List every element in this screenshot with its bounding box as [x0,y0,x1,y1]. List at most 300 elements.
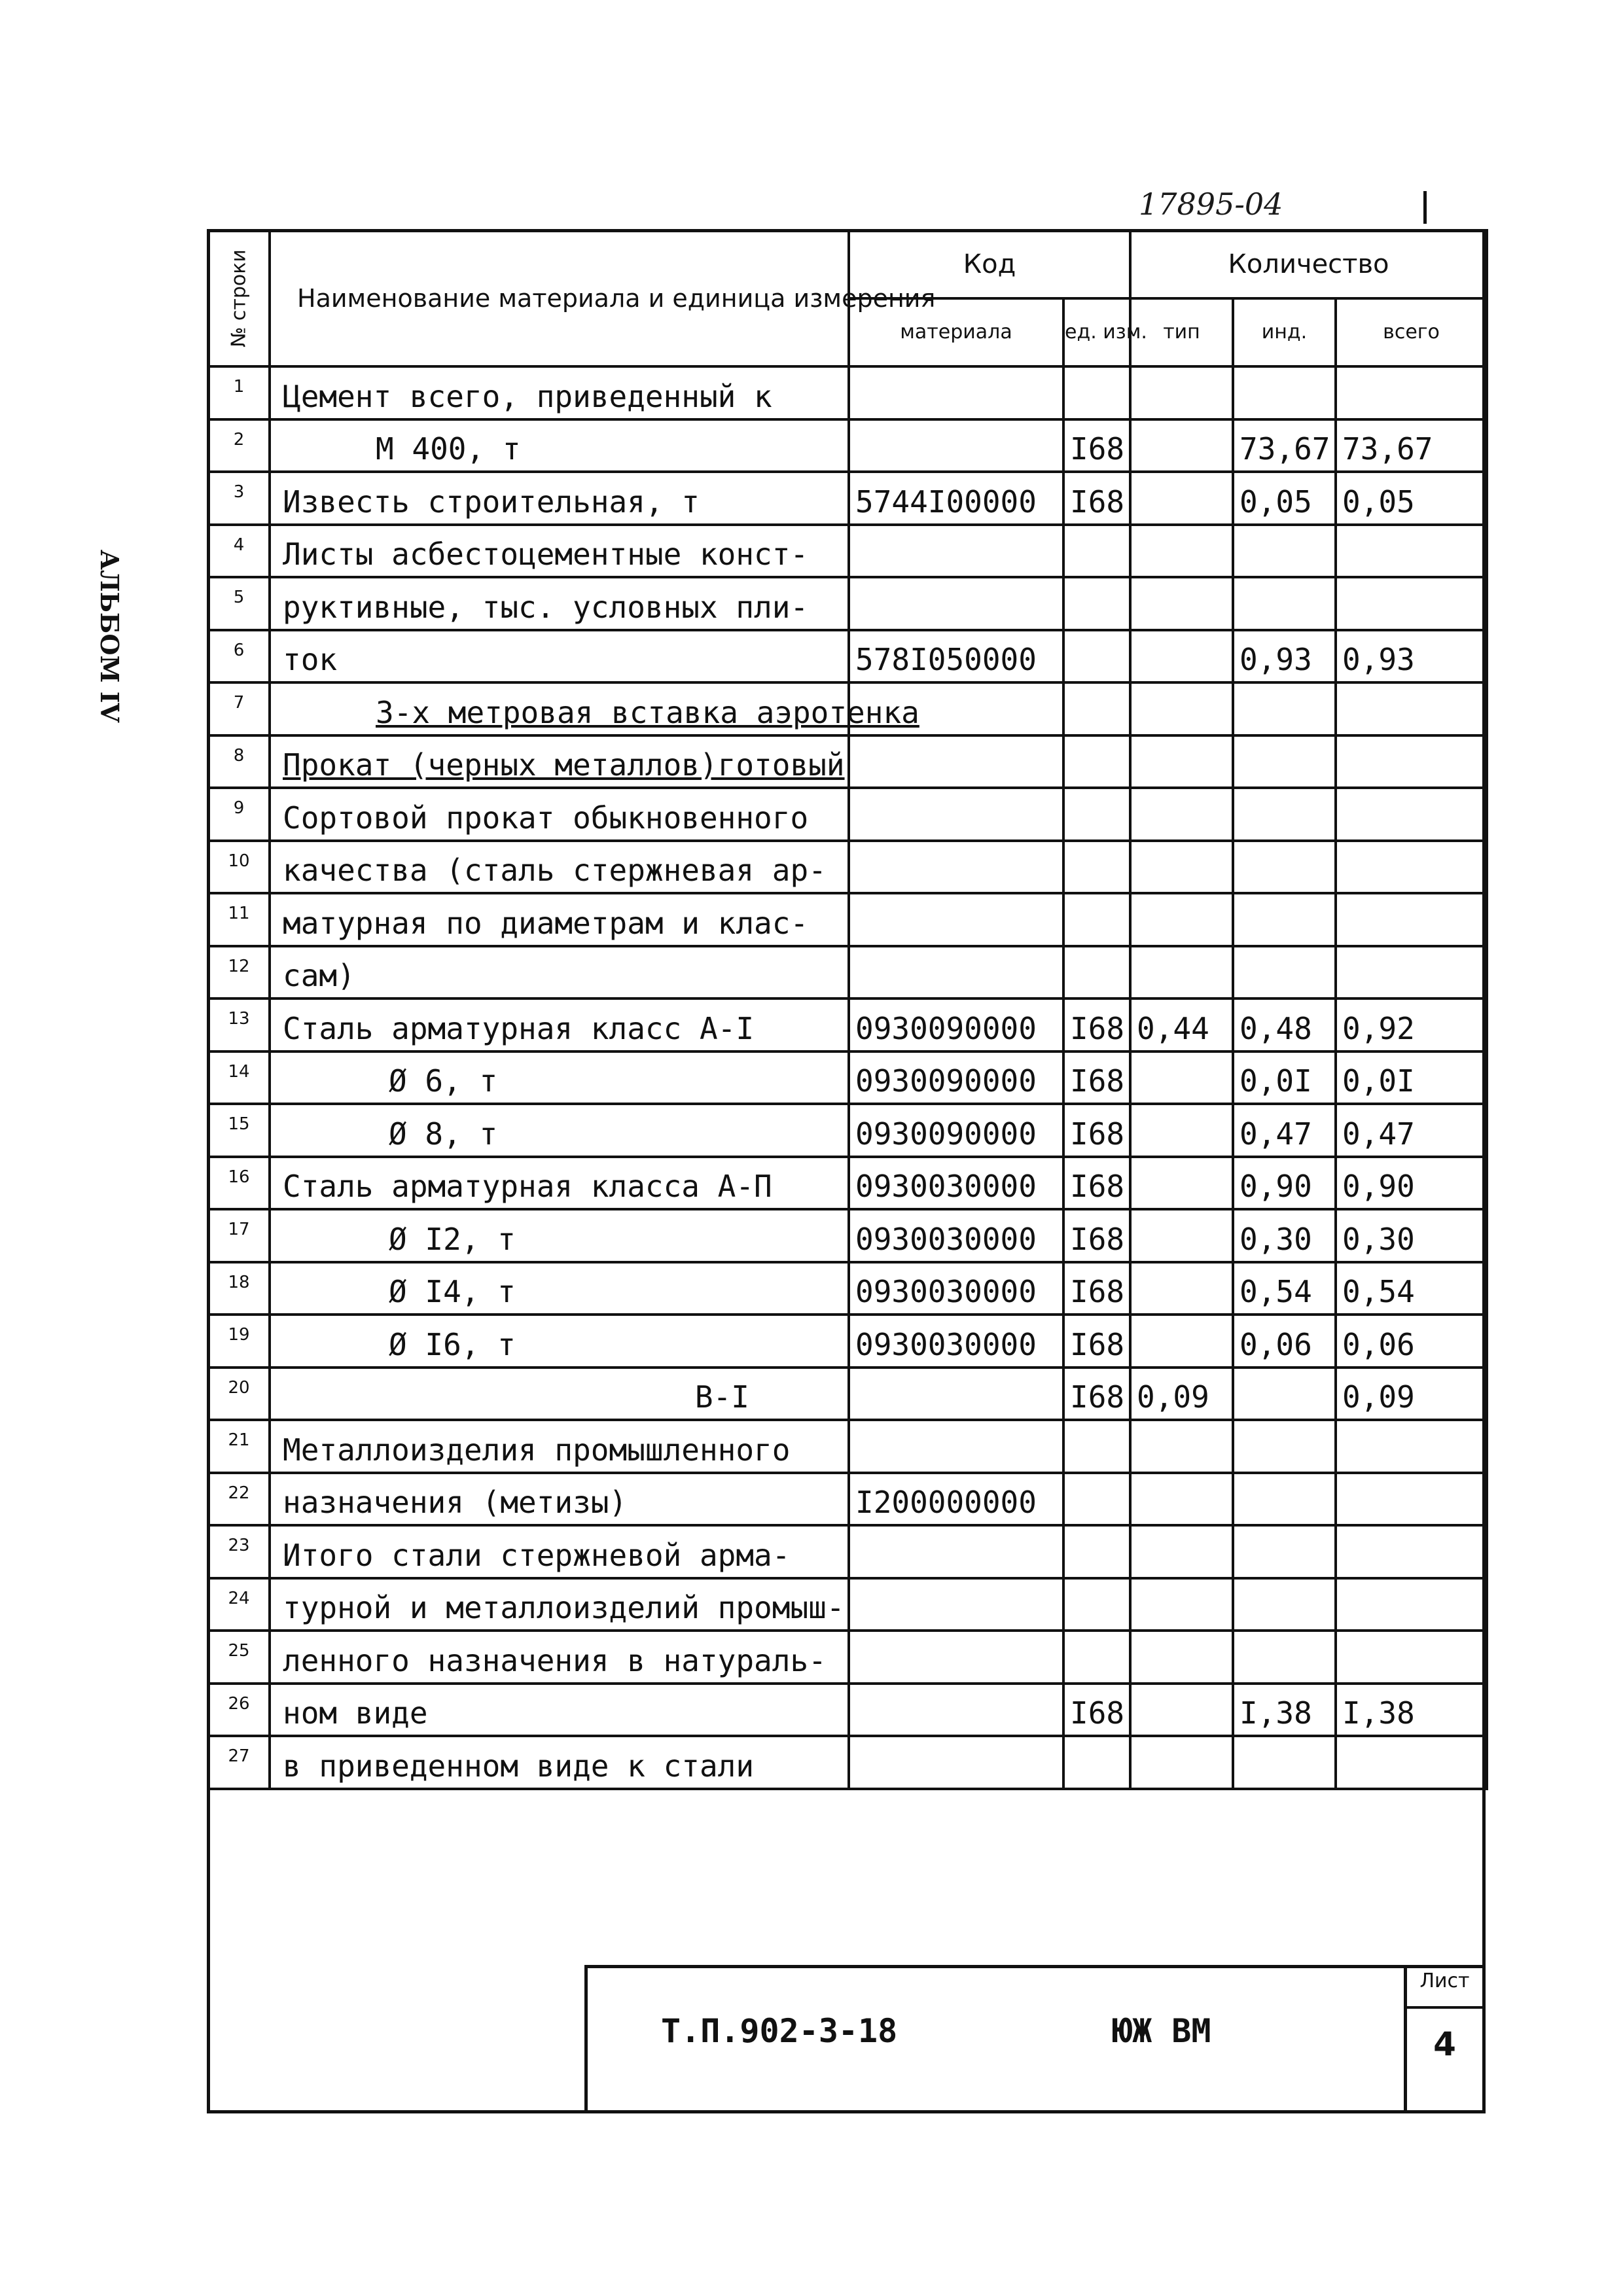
quantity-total-cell [1336,525,1487,578]
quantity-ind-header: инд. [1233,298,1336,366]
quantity-ind: 0,05 [1240,484,1312,520]
row-number: 1 [233,377,245,397]
material-name-cell [270,1157,849,1210]
material-name-cell [270,472,849,525]
table-row [208,630,1487,683]
material-name: назначения (метизы) [283,1485,628,1520]
row-number-cell [208,1104,270,1157]
document-number: 17895-04 [1139,186,1283,222]
quantity-ind-cell [1233,1736,1336,1789]
quantity-type-cell [1130,1420,1233,1473]
quantity-total: 0,09 [1342,1379,1415,1415]
table-row [208,841,1487,894]
quantity-ind: 73,67 [1240,431,1330,467]
material-code-cell [849,1104,1063,1157]
unit-code-cell [1063,577,1130,630]
material-name-cell [270,1684,849,1737]
material-name: М 400, т [376,431,521,467]
row-number-cell [208,472,270,525]
row-number-cell [208,893,270,946]
row-number-header [208,230,270,366]
material-name: руктивные, тыс. условных пли- [283,589,809,625]
quantity-total-cell [1336,841,1487,894]
row-number-cell [208,1631,270,1684]
unit-code-cell [1063,946,1130,999]
unit-code: I68 [1070,1379,1125,1415]
material-name: турной и металлоизделий промыш- [283,1590,845,1625]
quantity-ind: 0,93 [1240,642,1312,677]
row-number-cell [208,841,270,894]
unit-code-cell [1063,735,1130,788]
quantity-type-cell [1130,1736,1233,1789]
row-number: 24 [228,1588,250,1608]
quantity-type: 0,09 [1137,1379,1209,1415]
unit-code-cell [1063,1315,1130,1368]
material-name: Сортовой прокат обыкновенного [283,800,809,836]
quantity-ind-cell [1233,1262,1336,1315]
material-code-cell [849,1420,1063,1473]
material-code-cell [849,1315,1063,1368]
table-row [208,525,1487,578]
quantity-total-cell [1336,1473,1487,1526]
album-label: АЛЬБОМ IV [95,550,124,723]
material-name: 3-х метровая вставка аэротенка [376,694,919,730]
quantity-ind: 0,0I [1240,1063,1312,1099]
unit-code: I68 [1070,1116,1125,1152]
quantity-ind: 0,90 [1240,1169,1312,1204]
quantity-total: 73,67 [1342,431,1433,467]
material-code: 0930090000 [855,1116,1037,1152]
material-name: Сталь арматурная класс А-I [283,1010,755,1046]
row-number-cell [208,1525,270,1578]
quantity-total: 0,54 [1342,1274,1415,1309]
material-name: Ø I2, т [389,1221,516,1257]
margin-mark [1423,191,1427,224]
quantity-total-cell [1336,1368,1487,1421]
row-number-cell [208,577,270,630]
material-name: сам) [283,958,355,993]
quantity-ind: 0,30 [1240,1221,1312,1257]
quantity-total-cell [1336,998,1487,1051]
material-code: I200000000 [855,1485,1037,1520]
table-row [208,788,1487,841]
table-row [208,1736,1487,1789]
project-code: Т.П.902-3-18 [661,2012,898,2050]
row-number: 21 [228,1430,250,1450]
quantity-total-cell [1336,1262,1487,1315]
row-number: 6 [233,640,245,660]
quantity-type-cell [1130,998,1233,1051]
material-code: 5744I00000 [855,484,1037,520]
quantity-ind-cell [1233,1209,1336,1262]
sheet-number: 4 [1433,2025,1456,2063]
table-row [208,419,1487,472]
unit-code-cell [1063,1157,1130,1210]
material-name-cell [270,998,849,1051]
table-row [208,366,1487,419]
material-code: 578I050000 [855,642,1037,677]
quantity-ind-cell [1233,1368,1336,1421]
material-name: Итого стали стержневой арма- [283,1537,791,1573]
quantity-total: 0,0I [1342,1063,1415,1099]
row-number: 27 [228,1746,250,1766]
quantity-ind-cell [1233,630,1336,683]
material-name: Ø 6, т [389,1063,498,1099]
unit-code: I68 [1070,1221,1125,1257]
material-code-cell [849,893,1063,946]
row-number-cell [208,1420,270,1473]
material-code: 0930030000 [855,1169,1037,1204]
quantity-ind-cell [1233,472,1336,525]
quantity-total-cell [1336,1684,1487,1737]
material-code: 0930090000 [855,1010,1037,1046]
material-name-cell [270,841,849,894]
material-code-cell [849,1631,1063,1684]
material-name-cell [270,1578,849,1631]
quantity-ind-cell [1233,946,1336,999]
material-code-cell [849,735,1063,788]
quantity-ind-cell [1233,998,1336,1051]
row-number: 18 [228,1272,250,1292]
material-name-cell [270,1473,849,1526]
row-number: 9 [233,798,245,818]
material-code: 0930030000 [855,1274,1037,1309]
unit-code-cell [1063,1104,1130,1157]
quantity-total-cell [1336,472,1487,525]
quantity-type-cell [1130,1473,1233,1526]
quantity-type-cell [1130,788,1233,841]
quantity-total-cell [1336,1157,1487,1210]
material-code-cell [849,472,1063,525]
material-name-cell [270,630,849,683]
unit-code-cell [1063,841,1130,894]
row-number-cell [208,630,270,683]
material-code: 0930030000 [855,1221,1037,1257]
material-name: в приведенном виде к стали [283,1748,755,1784]
quantity-total-cell [1336,1209,1487,1262]
material-name: ленного назначения в натураль- [283,1642,827,1678]
unit-code-cell [1063,893,1130,946]
material-name: Ø I4, т [389,1274,516,1309]
quantity-total-cell [1336,1631,1487,1684]
quantity-ind-cell [1233,1578,1336,1631]
quantity-ind: I,38 [1240,1695,1312,1731]
material-name: Цемент всего, приведенный к [283,378,772,414]
row-number: 13 [228,1009,250,1029]
material-name-cell [270,577,849,630]
material-code-cell [849,841,1063,894]
quantity-type-cell [1130,1631,1233,1684]
quantity-ind: 0,54 [1240,1274,1312,1309]
quantity-type-cell [1130,630,1233,683]
row-number: 11 [228,904,250,923]
quantity-type-cell [1130,1209,1233,1262]
quantity-total-cell [1336,1315,1487,1368]
material-name-cell [270,893,849,946]
material-code-cell [849,1473,1063,1526]
unit-code: I68 [1070,431,1125,467]
row-number-cell [208,682,270,735]
unit-code-cell [1063,788,1130,841]
table-row [208,1473,1487,1526]
quantity-ind: 0,48 [1240,1010,1312,1046]
material-name-cell [270,525,849,578]
row-number-cell [208,1578,270,1631]
quantity-type-cell [1130,577,1233,630]
quantity-ind-cell [1233,1525,1336,1578]
material-name: качества (сталь стержневая ар- [283,853,827,888]
material-name: Ø I6, т [389,1326,516,1362]
row-number: 12 [228,956,250,976]
quantity-type-cell [1130,735,1233,788]
quantity-total-cell [1336,1051,1487,1104]
unit-code-cell [1063,1684,1130,1737]
name-header: Наименование материала и единица измерения [270,230,849,366]
quantity-total: 0,30 [1342,1221,1415,1257]
material-name-cell [270,419,849,472]
table-row [208,946,1487,999]
quantity-ind-cell [1233,366,1336,419]
row-number-cell [208,788,270,841]
material-name: Металлоизделия промышленного [283,1432,791,1468]
table-row [208,1157,1487,1210]
material-name-cell [270,1262,849,1315]
row-number-cell [208,419,270,472]
quantity-group-header: Количество [1130,230,1487,298]
quantity-ind-cell [1233,1157,1336,1210]
material-code-cell [849,1157,1063,1210]
quantity-type-cell [1130,1525,1233,1578]
quantity-total-cell [1336,1578,1487,1631]
material-name-cell [270,735,849,788]
material-name-cell [270,1209,849,1262]
quantity-total: 0,90 [1342,1169,1415,1204]
unit-code: I68 [1070,1326,1125,1362]
material-code: 0930030000 [855,1326,1037,1362]
row-number-cell [208,1684,270,1737]
row-number-cell [208,1157,270,1210]
unit-code-cell [1063,525,1130,578]
unit-code-cell [1063,1209,1130,1262]
quantity-type-cell [1130,1104,1233,1157]
table-row [208,1368,1487,1421]
quantity-ind-cell [1233,1420,1336,1473]
material-name-cell [270,1104,849,1157]
row-number-cell [208,946,270,999]
row-number-cell [208,1368,270,1421]
quantity-type: 0,44 [1137,1010,1209,1046]
quantity-ind: 0,47 [1240,1116,1312,1152]
material-code-cell [849,1051,1063,1104]
material-name-cell [270,1420,849,1473]
unit-code-cell [1063,630,1130,683]
row-number-cell [208,1315,270,1368]
row-number: 20 [228,1377,250,1398]
unit-code-cell [1063,472,1130,525]
quantity-total-cell [1336,630,1487,683]
quantity-total-cell [1336,735,1487,788]
material-table [207,229,1488,1790]
code-unit-header: ед. изм. [1063,298,1130,366]
row-number: 10 [228,851,250,871]
material-code-cell [849,630,1063,683]
quantity-type-cell [1130,1157,1233,1210]
code-group-header: Код [849,230,1130,298]
row-number-cell [208,998,270,1051]
unit-code-cell [1063,1736,1130,1789]
row-number: 7 [233,693,245,713]
material-name: Сталь арматурная класса А-П [283,1169,772,1204]
row-number: 25 [228,1641,250,1661]
quantity-ind-cell [1233,1631,1336,1684]
quantity-type-cell [1130,472,1233,525]
unit-code: I68 [1070,1063,1125,1099]
row-number-cell [208,1473,270,1526]
quantity-type-cell [1130,893,1233,946]
unit-code-cell [1063,682,1130,735]
material-code-cell [849,419,1063,472]
unit-code: I68 [1070,484,1125,520]
quantity-total: 0,47 [1342,1116,1415,1152]
quantity-type-header: тип [1130,298,1233,366]
material-name: В-I [694,1379,749,1415]
material-name-cell [270,946,849,999]
quantity-type-cell [1130,1368,1233,1421]
unit-code-cell [1063,1420,1130,1473]
quantity-type-cell [1130,841,1233,894]
quantity-ind-cell [1233,525,1336,578]
table-row [208,893,1487,946]
table-row [208,1051,1487,1104]
row-number: 26 [228,1693,250,1714]
material-code-cell [849,525,1063,578]
material-name-cell [270,682,919,735]
row-number-cell [208,1051,270,1104]
unit-code-cell [1063,1368,1130,1421]
material-name: Прокат (черных металлов)готовый [283,747,845,783]
row-number: 4 [233,535,245,555]
row-number: 5 [233,588,245,607]
row-number-cell [208,1262,270,1315]
quantity-type-cell [1130,1315,1233,1368]
unit-code: I68 [1070,1010,1125,1046]
quantity-total: 0,05 [1342,484,1415,520]
material-code-cell [849,1736,1063,1789]
material-name: ток [283,642,338,677]
material-code-cell [849,366,1063,419]
quantity-ind-cell [1233,577,1336,630]
quantity-type-cell [1130,525,1233,578]
row-number: 8 [233,745,245,766]
quantity-total-cell [1336,419,1487,472]
quantity-total-cell [1336,1525,1487,1578]
row-number: 23 [228,1536,250,1555]
quantity-ind-cell [1233,841,1336,894]
material-code-cell [849,1578,1063,1631]
quantity-total-cell [1336,1104,1487,1157]
section-code: ЮЖ ВМ [1113,2012,1211,2050]
quantity-total-cell [1336,946,1487,999]
row-number: 19 [228,1325,250,1345]
material-name: матурная по диаметрам и клас- [283,905,809,941]
row-number: 2 [233,429,245,450]
material-code-cell [849,998,1063,1051]
unit-code-cell [1063,1578,1130,1631]
quantity-total-cell [1336,788,1487,841]
table-row [208,1631,1487,1684]
unit-code-cell [1063,1473,1130,1526]
material-name-cell [270,1051,849,1104]
table-row [208,472,1487,525]
material-code-cell [849,577,1063,630]
table-row [208,1684,1487,1737]
unit-code: I68 [1070,1695,1125,1731]
table-row [208,1525,1487,1578]
quantity-ind-cell [1233,1051,1336,1104]
table-row [208,998,1487,1051]
material-name-cell [270,1368,849,1421]
table-row [208,577,1487,630]
unit-code: I68 [1070,1274,1125,1309]
quantity-ind: 0,06 [1240,1326,1312,1362]
material-code-cell [849,1262,1063,1315]
quantity-total-cell [1336,577,1487,630]
quantity-total: I,38 [1342,1695,1415,1731]
quantity-type-cell [1130,366,1233,419]
quantity-total-cell [1336,893,1487,946]
material-name: ном виде [283,1695,428,1731]
material-name-cell [270,1525,849,1578]
quantity-ind-cell [1233,1684,1336,1737]
table-row [208,1209,1487,1262]
row-number: 22 [228,1483,250,1503]
row-number: 16 [228,1167,250,1187]
quantity-ind-cell [1233,682,1336,735]
row-number: 17 [228,1220,250,1239]
quantity-ind-cell [1233,1315,1336,1368]
row-number-cell [208,1736,270,1789]
quantity-type-cell [1130,682,1233,735]
unit-code: I68 [1070,1169,1125,1204]
quantity-ind-cell [1233,1104,1336,1157]
quantity-total: 0,06 [1342,1326,1415,1362]
material-name: Известь строительная, т [283,484,700,520]
quantity-total-cell [1336,366,1487,419]
unit-code-cell [1063,1631,1130,1684]
row-number: 15 [228,1114,250,1134]
row-number-cell [208,1209,270,1262]
table-row [208,1262,1487,1315]
material-name-cell [270,366,849,419]
quantity-type-cell [1130,419,1233,472]
quantity-type-cell [1130,1051,1233,1104]
material-name-cell [270,1631,849,1684]
row-number: 3 [233,482,245,502]
quantity-type-cell [1130,1578,1233,1631]
row-number-cell [208,366,270,419]
row-number-cell [208,525,270,578]
material-name: Листы асбестоцементные конст- [283,537,809,572]
unit-code-cell [1063,1525,1130,1578]
row-number-cell [208,735,270,788]
quantity-type-cell [1130,1262,1233,1315]
quantity-type-cell [1130,946,1233,999]
material-code-cell [849,1684,1063,1737]
material-code-cell [849,1368,1063,1421]
quantity-total-cell [1336,682,1487,735]
table-row [208,1315,1487,1368]
material-code-cell [849,1209,1063,1262]
